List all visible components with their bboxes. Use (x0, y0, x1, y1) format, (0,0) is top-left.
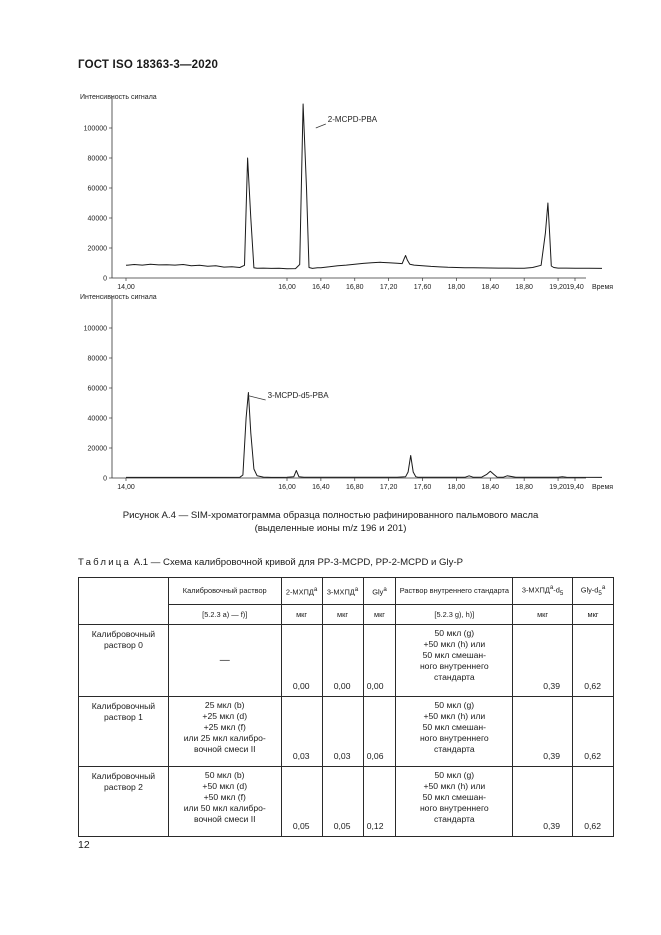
y-axis-label: Интенсивность сигнала (80, 94, 157, 101)
series-line (126, 104, 602, 269)
y-tick-label: 100000 (83, 125, 107, 133)
x-axis-label: Время (592, 484, 614, 491)
x-tick-label: 19,20 (549, 484, 567, 491)
y-axis-label: Интенсивность сигнала (80, 294, 157, 301)
header-gly: Gly$^а$ (363, 578, 396, 605)
value-gly: 0,12 (363, 767, 396, 837)
units-calib: [5.2.3 а) — f)] (168, 605, 281, 625)
x-tick-label: 18,00 (447, 484, 466, 491)
table-title-word: Таблица (78, 557, 132, 568)
x-tick-label: 17,20 (379, 484, 398, 491)
chromatogram-bottom-svg (74, 290, 620, 498)
table-title-text: А.1 — Схема калибровочной кривой для РР-3-MCPD, РР-2-MCPD и Gly-P (133, 557, 464, 568)
value-3-mxpd: 0,05 (322, 767, 363, 837)
internal-standard-cell: 50 мкл (g) +50 мкл (h) или 50 мкл смешан- ного внутреннего стандарта (396, 697, 513, 767)
page-number: 12 (78, 839, 90, 851)
y-tick-label: 60000 (87, 185, 107, 193)
series-line (126, 393, 602, 478)
y-tick-label: 60000 (87, 385, 107, 393)
units-3-mxpd-d5: мкг (513, 605, 573, 625)
y-tick-label: 20000 (87, 245, 107, 253)
chromatogram-top (74, 90, 620, 298)
value-3-mxpd: 0,03 (322, 697, 363, 767)
value-2-mxpd: 0,05 (281, 767, 322, 837)
x-tick-label: 19,40 (566, 284, 584, 291)
header-3-mxpd: $3-МХПД^а$ (322, 578, 363, 605)
x-tick-label: 16,40 (312, 484, 330, 491)
y-tick-label: 0 (103, 275, 107, 283)
x-tick-label: 17,60 (413, 484, 432, 491)
value-3-mxpd: 0,00 (322, 625, 363, 697)
figure-caption-line2: (выделенные ионы m/z 196 и 201) (254, 523, 407, 534)
x-tick-label: 19,40 (566, 484, 584, 491)
x-tick-label: 17,60 (413, 284, 432, 291)
chromatogram-top-svg (74, 90, 620, 298)
x-tick-label: 18,40 (481, 284, 500, 291)
x-tick-label: 18,40 (481, 484, 500, 491)
header-empty (79, 578, 169, 625)
value-gly: 0,06 (363, 697, 396, 767)
calib-solution-cell: 50 мкл (b) +50 мкл (d) +50 мкл (f) или 50 мкл калибро- вочной смеси II (168, 767, 281, 837)
header-calib-solution: Калибровочный раствор (168, 578, 281, 605)
y-tick-label: 40000 (87, 215, 107, 223)
value-2-mxpd: 0,00 (281, 625, 322, 697)
x-tick-label: 17,20 (379, 284, 398, 291)
table-title (78, 557, 463, 568)
x-tick-label: 16,00 (278, 484, 296, 491)
table-row (79, 697, 614, 767)
internal-standard-cell: 50 мкл (g) +50 мкл (h) или 50 мкл смешан- ного внутреннего стандарта (396, 767, 513, 837)
x-tick-label: 18,80 (515, 284, 533, 291)
y-tick-label: 40000 (87, 415, 107, 423)
calibration-table (78, 577, 614, 837)
table-header-row (79, 578, 614, 605)
row-label: Калибровочный раствор 2 (79, 767, 169, 837)
x-tick-label: 14,00 (117, 284, 135, 291)
table-row (79, 625, 614, 697)
figure-caption (60, 509, 601, 535)
y-tick-label: 20000 (87, 445, 107, 453)
row-label: Калибровочный раствор 0 (79, 625, 169, 697)
y-tick-label: 80000 (87, 355, 107, 363)
units-gly-d5: мкг (573, 605, 614, 625)
x-tick-label: 16,80 (345, 484, 364, 491)
header-internal-standard: Раствор внутреннего стандарта (396, 578, 513, 605)
value-gly: 0,00 (363, 625, 396, 697)
x-tick-label: 16,80 (345, 284, 364, 291)
annotation-leader (316, 124, 326, 128)
x-tick-label: 18,00 (447, 284, 466, 291)
calib-solution-cell: — (168, 625, 281, 697)
value-2-mxpd: 0,03 (281, 697, 322, 767)
units-gly: мкг (363, 605, 396, 625)
value-gly-d5: 0,62 (573, 697, 614, 767)
table-row (79, 767, 614, 837)
row-label: Калибровочный раствор 1 (79, 697, 169, 767)
chromatogram-bottom (74, 290, 620, 498)
peak-annotation: 3-MCPD-d5-PBA (267, 391, 329, 400)
x-tick-label: 16,00 (278, 284, 296, 291)
header-2-mxpd: $2-МХПД^а$ (281, 578, 322, 605)
units-2-mxpd: мкг (281, 605, 322, 625)
header-3-mxpd-d5: $3-МХПД^а-d_5$ (513, 578, 573, 605)
units-internal: [5.2.3 g), h)] (396, 605, 513, 625)
calib-solution-cell: 25 мкл (b) +25 мкл (d) +25 мкл (f) или 25 мкл калибро- вочной смеси II (168, 697, 281, 767)
value-gly-d5: 0,62 (573, 625, 614, 697)
document-header: ГОСТ ISO 18363-3—2020 (78, 59, 219, 71)
y-tick-label: 0 (103, 475, 107, 483)
x-tick-label: 19,20 (549, 284, 567, 291)
value-gly-d5: 0,62 (573, 767, 614, 837)
units-3-mxpd: мкг (322, 605, 363, 625)
y-tick-label: 80000 (87, 155, 107, 163)
peak-annotation: 2-MCPD-PBA (327, 115, 378, 124)
figure-caption-line1: Рисунок А.4 — SIM-хроматограмма образца полностью рафинированного пальмового масла (122, 510, 539, 521)
header-gly-d5: Gly-$d_5^а$ (573, 578, 614, 605)
table-body (79, 625, 614, 837)
x-tick-label: 16,40 (312, 284, 330, 291)
value-3-mxpd-d5: 0,39 (513, 625, 573, 697)
x-tick-label: 14,00 (117, 484, 135, 491)
annotation-leader (248, 396, 266, 401)
x-axis-label: Время (592, 284, 614, 291)
y-tick-label: 100000 (83, 325, 107, 333)
value-3-mxpd-d5: 0,39 (513, 697, 573, 767)
x-tick-label: 18,80 (515, 484, 533, 491)
internal-standard-cell: 50 мкл (g) +50 мкл (h) или 50 мкл смешан- ного внутреннего стандарта (396, 625, 513, 697)
value-3-mxpd-d5: 0,39 (513, 767, 573, 837)
